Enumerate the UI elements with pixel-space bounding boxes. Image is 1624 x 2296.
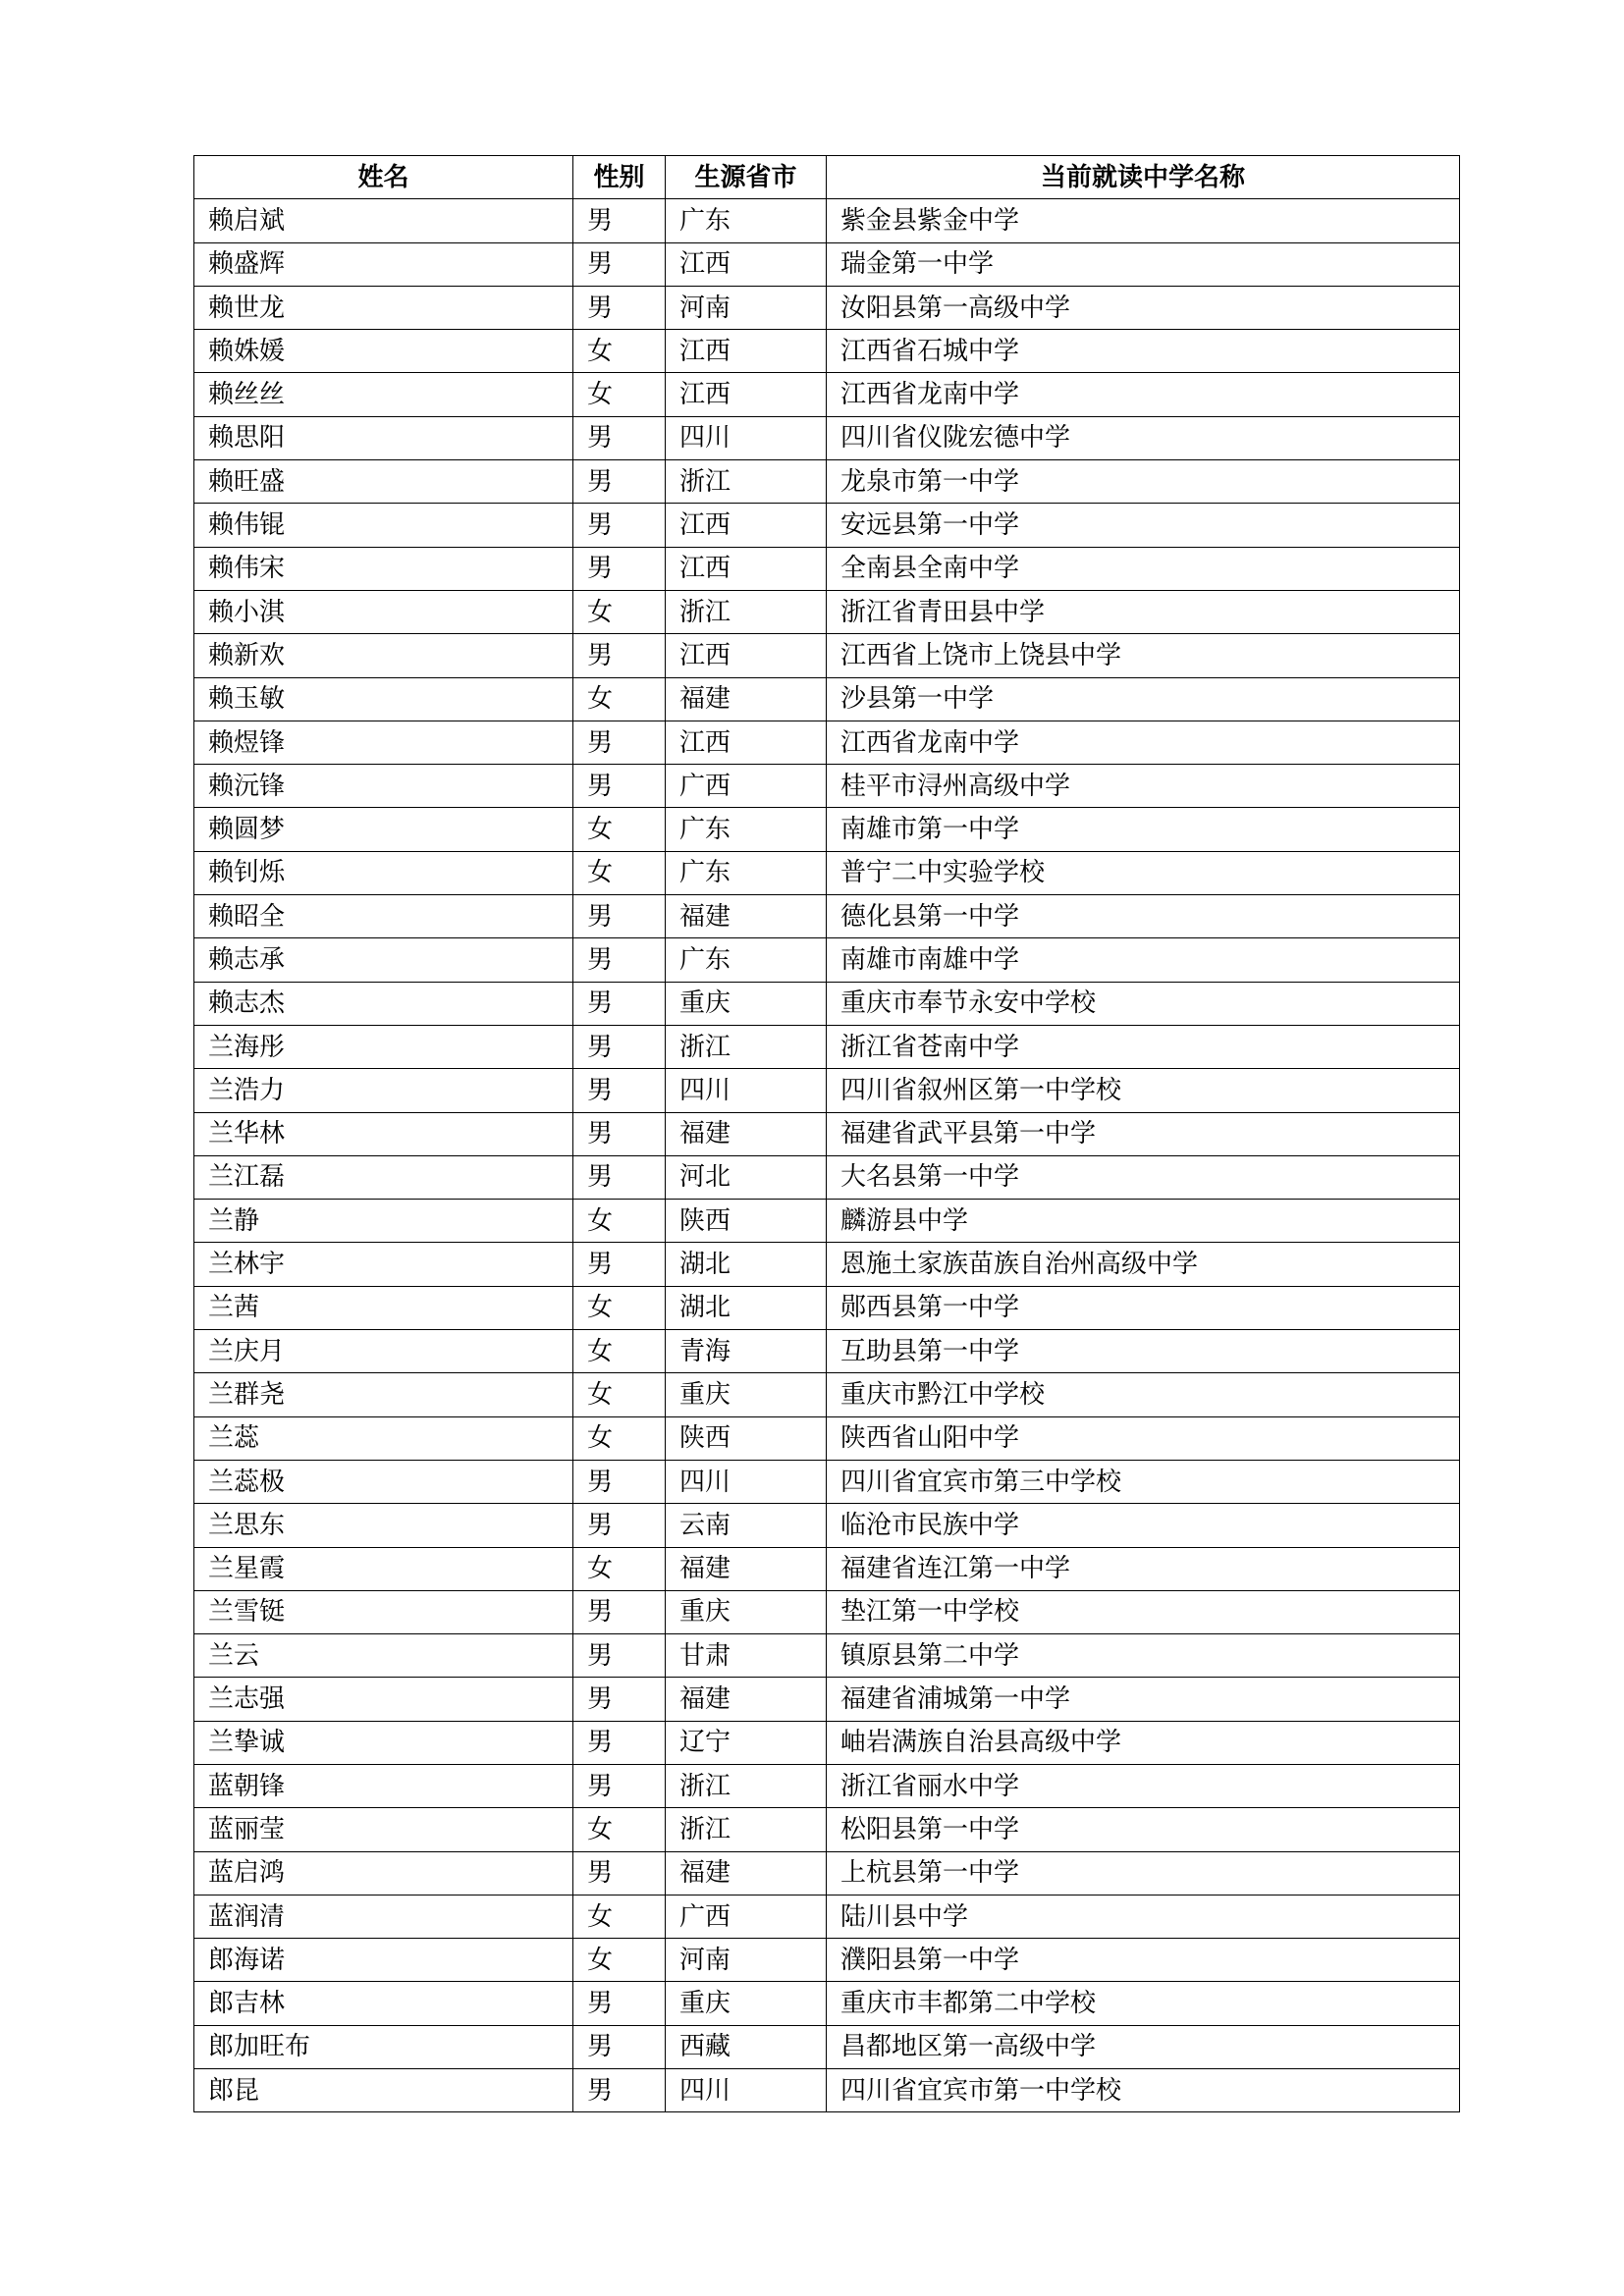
table-row	[194, 199, 1460, 242]
cell-province: 河南	[666, 1939, 827, 1982]
cell-province: 福建	[666, 677, 827, 721]
cell-gender: 男	[573, 982, 666, 1025]
cell-province: 辽宁	[666, 1721, 827, 1764]
cell-name: 赖玉敏	[194, 677, 573, 721]
cell-name: 兰志强	[194, 1678, 573, 1721]
cell-school: 松阳县第一中学	[827, 1808, 1460, 1851]
cell-gender: 男	[573, 416, 666, 459]
cell-gender: 男	[573, 1112, 666, 1155]
cell-province: 江西	[666, 373, 827, 416]
cell-province: 广东	[666, 938, 827, 982]
cell-school: 浙江省丽水中学	[827, 1764, 1460, 1807]
cell-school: 南雄市第一中学	[827, 808, 1460, 851]
cell-name: 赖煜锋	[194, 721, 573, 764]
cell-gender: 女	[573, 1330, 666, 1373]
table-row	[194, 1286, 1460, 1329]
cell-school: 重庆市丰都第二中学校	[827, 1982, 1460, 2025]
cell-school: 镇原县第二中学	[827, 1634, 1460, 1678]
cell-gender: 女	[573, 851, 666, 894]
cell-school: 福建省武平县第一中学	[827, 1112, 1460, 1155]
cell-gender: 女	[573, 1939, 666, 1982]
cell-name: 兰庆月	[194, 1330, 573, 1373]
cell-name: 赖盛辉	[194, 242, 573, 286]
cell-school: 陕西省山阳中学	[827, 1416, 1460, 1460]
cell-school: 瑞金第一中学	[827, 242, 1460, 286]
header-school: 当前就读中学名称	[827, 156, 1460, 199]
cell-province: 四川	[666, 416, 827, 459]
table-row	[194, 721, 1460, 764]
cell-name: 赖丝丝	[194, 373, 573, 416]
cell-school: 互助县第一中学	[827, 1330, 1460, 1373]
table-row	[194, 1764, 1460, 1807]
cell-gender: 男	[573, 938, 666, 982]
cell-school: 重庆市黔江中学校	[827, 1373, 1460, 1416]
cell-gender: 男	[573, 1155, 666, 1199]
table-row	[194, 330, 1460, 373]
cell-province: 四川	[666, 1460, 827, 1503]
table-row	[194, 1155, 1460, 1199]
cell-school: 福建省浦城第一中学	[827, 1678, 1460, 1721]
cell-gender: 女	[573, 1373, 666, 1416]
cell-gender: 女	[573, 677, 666, 721]
table-row	[194, 808, 1460, 851]
cell-province: 江西	[666, 721, 827, 764]
cell-school: 大名县第一中学	[827, 1155, 1460, 1199]
cell-province: 浙江	[666, 1764, 827, 1807]
table-row	[194, 1939, 1460, 1982]
cell-province: 广西	[666, 1895, 827, 1938]
cell-name: 兰海彤	[194, 1025, 573, 1068]
cell-gender: 男	[573, 504, 666, 547]
cell-gender: 男	[573, 547, 666, 590]
cell-name: 赖思阳	[194, 416, 573, 459]
cell-school: 江西省上饶市上饶县中学	[827, 634, 1460, 677]
cell-province: 福建	[666, 1678, 827, 1721]
cell-province: 广东	[666, 808, 827, 851]
cell-province: 河南	[666, 286, 827, 329]
cell-name: 赖姝媛	[194, 330, 573, 373]
cell-province: 江西	[666, 242, 827, 286]
cell-name: 兰浩力	[194, 1069, 573, 1112]
table-row	[194, 1416, 1460, 1460]
table-row	[194, 590, 1460, 633]
cell-name: 赖志杰	[194, 982, 573, 1025]
cell-school: 德化县第一中学	[827, 895, 1460, 938]
cell-school: 重庆市奉节永安中学校	[827, 982, 1460, 1025]
table-row	[194, 460, 1460, 504]
cell-school: 浙江省苍南中学	[827, 1025, 1460, 1068]
cell-province: 陕西	[666, 1416, 827, 1460]
cell-gender: 男	[573, 1590, 666, 1633]
cell-name: 赖伟锟	[194, 504, 573, 547]
cell-name: 郎吉林	[194, 1982, 573, 2025]
table-row	[194, 765, 1460, 808]
table-row	[194, 895, 1460, 938]
cell-school: 浙江省青田县中学	[827, 590, 1460, 633]
cell-name: 兰星霞	[194, 1547, 573, 1590]
cell-school: 四川省宜宾市第一中学校	[827, 2069, 1460, 2112]
table-row	[194, 938, 1460, 982]
cell-name: 赖沅锋	[194, 765, 573, 808]
cell-gender: 女	[573, 1547, 666, 1590]
cell-name: 兰雪铤	[194, 1590, 573, 1633]
cell-gender: 男	[573, 1634, 666, 1678]
cell-province: 甘肃	[666, 1634, 827, 1678]
cell-gender: 男	[573, 1982, 666, 2025]
cell-gender: 男	[573, 1764, 666, 1807]
cell-gender: 男	[573, 1851, 666, 1895]
cell-province: 福建	[666, 1112, 827, 1155]
cell-province: 福建	[666, 1547, 827, 1590]
cell-province: 福建	[666, 895, 827, 938]
cell-school: 岫岩满族自治县高级中学	[827, 1721, 1460, 1764]
cell-gender: 女	[573, 330, 666, 373]
cell-name: 赖世龙	[194, 286, 573, 329]
cell-gender: 男	[573, 1721, 666, 1764]
table-row	[194, 373, 1460, 416]
student-roster-table	[193, 155, 1460, 2112]
table-row	[194, 1547, 1460, 1590]
cell-name: 兰华林	[194, 1112, 573, 1155]
cell-gender: 女	[573, 1416, 666, 1460]
cell-province: 广东	[666, 851, 827, 894]
cell-province: 江西	[666, 634, 827, 677]
cell-name: 赖新欢	[194, 634, 573, 677]
cell-province: 江西	[666, 504, 827, 547]
cell-gender: 男	[573, 199, 666, 242]
cell-gender: 男	[573, 242, 666, 286]
cell-gender: 女	[573, 1200, 666, 1243]
table-row	[194, 634, 1460, 677]
cell-school: 江西省龙南中学	[827, 721, 1460, 764]
cell-province: 浙江	[666, 1808, 827, 1851]
table-row	[194, 1460, 1460, 1503]
cell-name: 兰林宇	[194, 1243, 573, 1286]
cell-province: 四川	[666, 1069, 827, 1112]
cell-name: 兰云	[194, 1634, 573, 1678]
header-gender: 性别	[573, 156, 666, 199]
cell-gender: 男	[573, 2069, 666, 2112]
cell-gender: 女	[573, 1808, 666, 1851]
cell-gender: 女	[573, 1286, 666, 1329]
cell-province: 江西	[666, 547, 827, 590]
table-header-row	[194, 156, 1460, 199]
table-row	[194, 1504, 1460, 1547]
cell-school: 福建省连江第一中学	[827, 1547, 1460, 1590]
cell-school: 濮阳县第一中学	[827, 1939, 1460, 1982]
cell-province: 重庆	[666, 1373, 827, 1416]
cell-school: 沙县第一中学	[827, 677, 1460, 721]
cell-school: 江西省石城中学	[827, 330, 1460, 373]
table-row	[194, 1373, 1460, 1416]
cell-school: 四川省叙州区第一中学校	[827, 1069, 1460, 1112]
cell-gender: 男	[573, 895, 666, 938]
cell-province: 福建	[666, 1851, 827, 1895]
cell-name: 赖伟宋	[194, 547, 573, 590]
cell-province: 浙江	[666, 590, 827, 633]
cell-name: 赖旺盛	[194, 460, 573, 504]
cell-province: 湖北	[666, 1286, 827, 1329]
table-row	[194, 1982, 1460, 2025]
cell-name: 赖钊烁	[194, 851, 573, 894]
cell-gender: 男	[573, 460, 666, 504]
table-row	[194, 1721, 1460, 1764]
header-province: 生源省市	[666, 156, 827, 199]
cell-province: 江西	[666, 330, 827, 373]
cell-province: 重庆	[666, 1982, 827, 2025]
cell-school: 汝阳县第一高级中学	[827, 286, 1460, 329]
table-row	[194, 1634, 1460, 1678]
cell-name: 赖志承	[194, 938, 573, 982]
table-row	[194, 1590, 1460, 1633]
cell-school: 江西省龙南中学	[827, 373, 1460, 416]
cell-gender: 男	[573, 1069, 666, 1112]
cell-gender: 男	[573, 721, 666, 764]
cell-name: 郎海诺	[194, 1939, 573, 1982]
cell-name: 赖圆梦	[194, 808, 573, 851]
cell-province: 云南	[666, 1504, 827, 1547]
cell-gender: 男	[573, 1504, 666, 1547]
cell-province: 浙江	[666, 460, 827, 504]
cell-name: 兰群尧	[194, 1373, 573, 1416]
cell-name: 兰蕊	[194, 1416, 573, 1460]
cell-school: 四川省宜宾市第三中学校	[827, 1460, 1460, 1503]
cell-school: 四川省仪陇宏德中学	[827, 416, 1460, 459]
table-row	[194, 1200, 1460, 1243]
table-row	[194, 504, 1460, 547]
table-row	[194, 1112, 1460, 1155]
cell-name: 兰江磊	[194, 1155, 573, 1199]
cell-school: 南雄市南雄中学	[827, 938, 1460, 982]
table-row	[194, 1330, 1460, 1373]
cell-province: 重庆	[666, 982, 827, 1025]
cell-province: 西藏	[666, 2025, 827, 2068]
cell-name: 兰茜	[194, 1286, 573, 1329]
table-row	[194, 416, 1460, 459]
cell-gender: 女	[573, 808, 666, 851]
cell-province: 浙江	[666, 1025, 827, 1068]
cell-province: 河北	[666, 1155, 827, 1199]
cell-province: 陕西	[666, 1200, 827, 1243]
table-row	[194, 286, 1460, 329]
cell-school: 昌都地区第一高级中学	[827, 2025, 1460, 2068]
cell-gender: 女	[573, 373, 666, 416]
table-row	[194, 547, 1460, 590]
cell-school: 龙泉市第一中学	[827, 460, 1460, 504]
cell-school: 上杭县第一中学	[827, 1851, 1460, 1895]
cell-name: 兰思东	[194, 1504, 573, 1547]
cell-province: 四川	[666, 2069, 827, 2112]
cell-name: 蓝润清	[194, 1895, 573, 1938]
cell-province: 广西	[666, 765, 827, 808]
table-row	[194, 677, 1460, 721]
cell-school: 临沧市民族中学	[827, 1504, 1460, 1547]
cell-name: 兰静	[194, 1200, 573, 1243]
cell-school: 陆川县中学	[827, 1895, 1460, 1938]
table-row	[194, 242, 1460, 286]
cell-name: 蓝丽莹	[194, 1808, 573, 1851]
cell-school: 麟游县中学	[827, 1200, 1460, 1243]
cell-school: 郧西县第一中学	[827, 1286, 1460, 1329]
cell-province: 广东	[666, 199, 827, 242]
cell-province: 重庆	[666, 1590, 827, 1633]
cell-gender: 男	[573, 1243, 666, 1286]
table-body	[194, 199, 1460, 2112]
table-row	[194, 1895, 1460, 1938]
cell-gender: 男	[573, 2025, 666, 2068]
cell-name: 赖启斌	[194, 199, 573, 242]
header-name: 姓名	[194, 156, 573, 199]
table-row	[194, 1243, 1460, 1286]
cell-school: 全南县全南中学	[827, 547, 1460, 590]
table-row	[194, 1069, 1460, 1112]
cell-name: 郎加旺布	[194, 2025, 573, 2068]
cell-name: 赖昭全	[194, 895, 573, 938]
table-row	[194, 1851, 1460, 1895]
cell-gender: 男	[573, 765, 666, 808]
cell-school: 安远县第一中学	[827, 504, 1460, 547]
table-row	[194, 1808, 1460, 1851]
cell-gender: 男	[573, 286, 666, 329]
table-row	[194, 1678, 1460, 1721]
cell-school: 桂平市浔州高级中学	[827, 765, 1460, 808]
cell-gender: 女	[573, 1895, 666, 1938]
cell-school: 恩施土家族苗族自治州高级中学	[827, 1243, 1460, 1286]
cell-school: 普宁二中实验学校	[827, 851, 1460, 894]
cell-name: 蓝朝锋	[194, 1764, 573, 1807]
table-row	[194, 851, 1460, 894]
cell-gender: 男	[573, 1460, 666, 1503]
cell-gender: 男	[573, 634, 666, 677]
cell-name: 兰蕊极	[194, 1460, 573, 1503]
table-row	[194, 1025, 1460, 1068]
cell-province: 湖北	[666, 1243, 827, 1286]
cell-school: 紫金县紫金中学	[827, 199, 1460, 242]
cell-name: 赖小淇	[194, 590, 573, 633]
cell-gender: 女	[573, 590, 666, 633]
table-row	[194, 2025, 1460, 2068]
cell-name: 兰挚诚	[194, 1721, 573, 1764]
table-row	[194, 982, 1460, 1025]
cell-school: 垫江第一中学校	[827, 1590, 1460, 1633]
cell-name: 蓝启鸿	[194, 1851, 573, 1895]
cell-province: 青海	[666, 1330, 827, 1373]
cell-gender: 男	[573, 1025, 666, 1068]
cell-name: 郎昆	[194, 2069, 573, 2112]
table-row	[194, 2069, 1460, 2112]
cell-gender: 男	[573, 1678, 666, 1721]
